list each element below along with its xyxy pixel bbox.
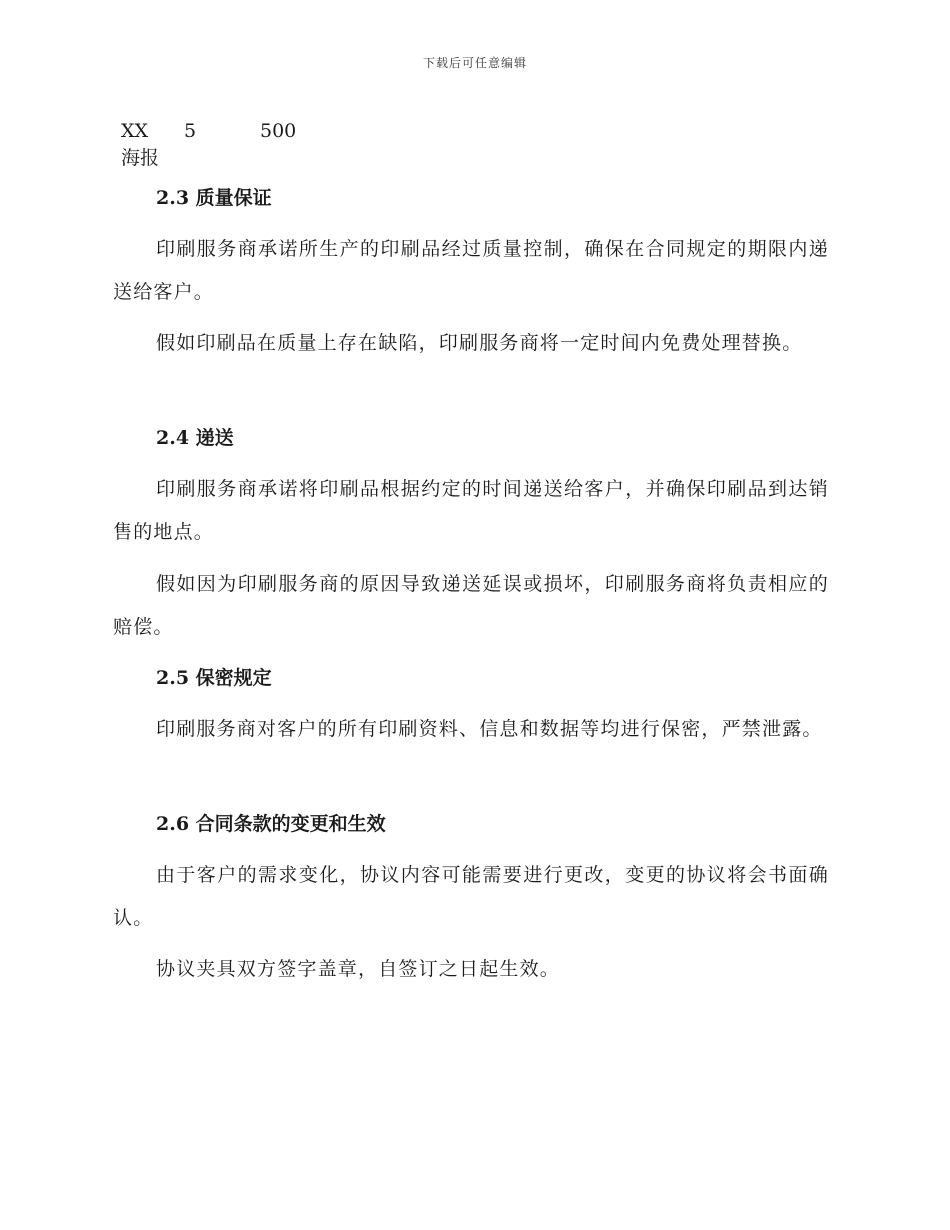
- paragraph: 印刷服务商对客户的所有印刷资料、信息和数据等均进行保密，严禁泄露。: [156, 718, 823, 740]
- table-cell-name: XX: [121, 120, 149, 142]
- table-cell-amount: 500: [260, 120, 297, 142]
- page-header: 下载后可任意编辑: [422, 56, 527, 70]
- paragraph: 由于客户的需求变化，协议内容可能需要进行更改，变更的协议将会书面确认。: [113, 864, 829, 929]
- section-heading-2-6: 2.6 合同条款的变更和生效: [156, 813, 386, 835]
- paragraph: 假如印刷品在质量上存在缺陷，印刷服务商将一定时间内免费处理替换。: [156, 332, 803, 354]
- table-cell-quantity: 5: [184, 120, 197, 142]
- section-heading-2-3: 2.3 质量保证: [156, 187, 272, 209]
- paragraph: 假如因为印刷服务商的原因导致递送延误或损坏，印刷服务商将负责相应的赔偿。: [113, 573, 829, 638]
- section-heading-2-5: 2.5 保密规定: [156, 667, 272, 689]
- table-cell-item: 海报: [121, 147, 160, 169]
- paragraph: 印刷服务商承诺将印刷品根据约定的时间递送给客户，并确保印刷品到达销售的地点。: [113, 478, 829, 543]
- section-heading-2-4: 2.4 递送: [156, 427, 234, 449]
- paragraph: 印刷服务商承诺所生产的印刷品经过质量控制，确保在合同规定的期限内递送给客户。: [113, 238, 829, 303]
- paragraph: 协议夹具双方签字盖章，自签订之日起生效。: [156, 958, 561, 980]
